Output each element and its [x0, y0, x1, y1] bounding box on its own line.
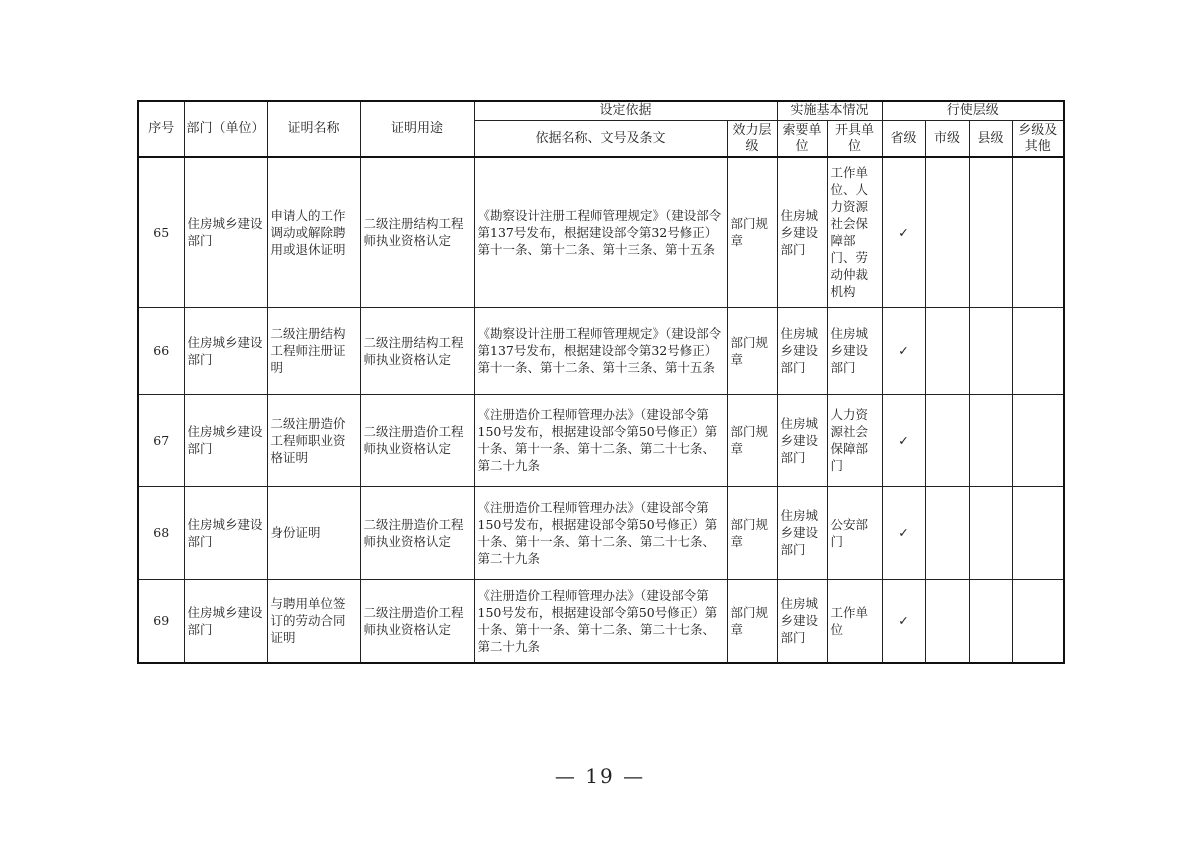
cell-city [925, 579, 969, 663]
cell-cert-use: 二级注册结构工程师执业资格认定 [360, 157, 474, 307]
cell-basis-level: 部门规章 [727, 394, 777, 486]
table-row [138, 579, 1064, 663]
cell-town [1012, 486, 1064, 579]
cell-city [925, 486, 969, 579]
header-dept: 部门（单位） [184, 101, 267, 157]
cell-seq: 68 [138, 486, 184, 579]
cell-cert-name: 二级注册结构工程师注册证明 [267, 307, 360, 394]
header-impl-requester: 索要单位 [777, 121, 827, 158]
table-row [138, 486, 1064, 579]
cell-provincial: ✓ [882, 157, 925, 307]
header-basis-level: 效力层级 [727, 121, 777, 158]
cell-dept: 住房城乡建设部门 [184, 579, 267, 663]
cell-cert-use: 二级注册造价工程师执业资格认定 [360, 579, 474, 663]
cell-county [969, 394, 1012, 486]
cell-county [969, 157, 1012, 307]
cell-provincial: ✓ [882, 486, 925, 579]
cell-dept: 住房城乡建设部门 [184, 394, 267, 486]
cell-basis-level: 部门规章 [727, 579, 777, 663]
cell-basis-level: 部门规章 [727, 307, 777, 394]
cell-cert-name: 身份证明 [267, 486, 360, 579]
cell-county [969, 486, 1012, 579]
cell-town [1012, 307, 1064, 394]
cell-provincial: ✓ [882, 579, 925, 663]
header-impl: 实施基本情况 [777, 101, 882, 121]
cell-county [969, 307, 1012, 394]
cell-seq: 67 [138, 394, 184, 486]
certificate-table [137, 100, 1065, 664]
cell-impl-issuer: 公安部门 [827, 486, 882, 579]
header-town: 乡级及其他 [1012, 121, 1064, 158]
cell-basis-doc: 《注册造价工程师管理办法》（建设部令第150号发布，根据建设部令第50号修正）第十条、第十一条、第十二条、第二十七条、第二十九条 [474, 486, 727, 579]
table-row [138, 394, 1064, 486]
cell-seq: 65 [138, 157, 184, 307]
cell-town [1012, 579, 1064, 663]
cell-city [925, 157, 969, 307]
table-row [138, 157, 1064, 307]
cell-basis-level: 部门规章 [727, 486, 777, 579]
cell-cert-use: 二级注册造价工程师执业资格认定 [360, 486, 474, 579]
table-body [138, 157, 1064, 663]
cell-impl-requester: 住房城乡建设部门 [777, 157, 827, 307]
header-provincial: 省级 [882, 121, 925, 158]
cell-cert-name: 申请人的工作调动或解除聘用或退休证明 [267, 157, 360, 307]
cell-city [925, 307, 969, 394]
cell-basis-level: 部门规章 [727, 157, 777, 307]
page-number: — 19 — [554, 764, 646, 788]
table-header [138, 101, 1064, 157]
header-county: 县级 [969, 121, 1012, 158]
cell-town [1012, 157, 1064, 307]
header-city: 市级 [925, 121, 969, 158]
header-impl-issuer: 开具单位 [827, 121, 882, 158]
cell-seq: 69 [138, 579, 184, 663]
cell-impl-requester: 住房城乡建设部门 [777, 486, 827, 579]
cell-impl-requester: 住房城乡建设部门 [777, 394, 827, 486]
cell-basis-doc: 《注册造价工程师管理办法》（建设部令第150号发布，根据建设部令第50号修正）第十条、第十一条、第十二条、第二十七条、第二十九条 [474, 394, 727, 486]
header-seq: 序号 [138, 101, 184, 157]
cell-cert-use: 二级注册造价工程师执业资格认定 [360, 394, 474, 486]
cell-impl-issuer: 工作单位、人力资源社会保障部门、劳动仲裁机构 [827, 157, 882, 307]
cell-impl-requester: 住房城乡建设部门 [777, 307, 827, 394]
cell-basis-doc: 《注册造价工程师管理办法》（建设部令第150号发布，根据建设部令第50号修正）第十条、第十一条、第十二条、第二十七条、第二十九条 [474, 579, 727, 663]
cell-impl-issuer: 工作单位 [827, 579, 882, 663]
table-row [138, 307, 1064, 394]
cell-town [1012, 394, 1064, 486]
cell-basis-doc: 《勘察设计注册工程师管理规定》（建设部令第137号发布，根据建设部令第32号修正）第十一条、第十二条、第十三条、第十五条 [474, 157, 727, 307]
cell-city [925, 394, 969, 486]
header-basis-doc: 依据名称、文号及条文 [474, 121, 727, 158]
cell-dept: 住房城乡建设部门 [184, 486, 267, 579]
cell-provincial: ✓ [882, 307, 925, 394]
cell-dept: 住房城乡建设部门 [184, 157, 267, 307]
cell-cert-name: 与聘用单位签订的劳动合同证明 [267, 579, 360, 663]
header-cert-name: 证明名称 [267, 101, 360, 157]
cell-seq: 66 [138, 307, 184, 394]
cell-basis-doc: 《勘察设计注册工程师管理规定》（建设部令第137号发布，根据建设部令第32号修正）第十一条、第十二条、第十三条、第十五条 [474, 307, 727, 394]
cell-dept: 住房城乡建设部门 [184, 307, 267, 394]
header-cert-use: 证明用途 [360, 101, 474, 157]
cell-impl-issuer: 人力资源社会保障部门 [827, 394, 882, 486]
header-admin-level: 行使层级 [882, 101, 1064, 121]
cell-cert-use: 二级注册结构工程师执业资格认定 [360, 307, 474, 394]
cell-impl-issuer: 住房城乡建设部门 [827, 307, 882, 394]
cell-impl-requester: 住房城乡建设部门 [777, 579, 827, 663]
cell-county [969, 579, 1012, 663]
cell-provincial: ✓ [882, 394, 925, 486]
cell-cert-name: 二级注册造价工程师职业资格证明 [267, 394, 360, 486]
header-basis: 设定依据 [474, 101, 777, 121]
